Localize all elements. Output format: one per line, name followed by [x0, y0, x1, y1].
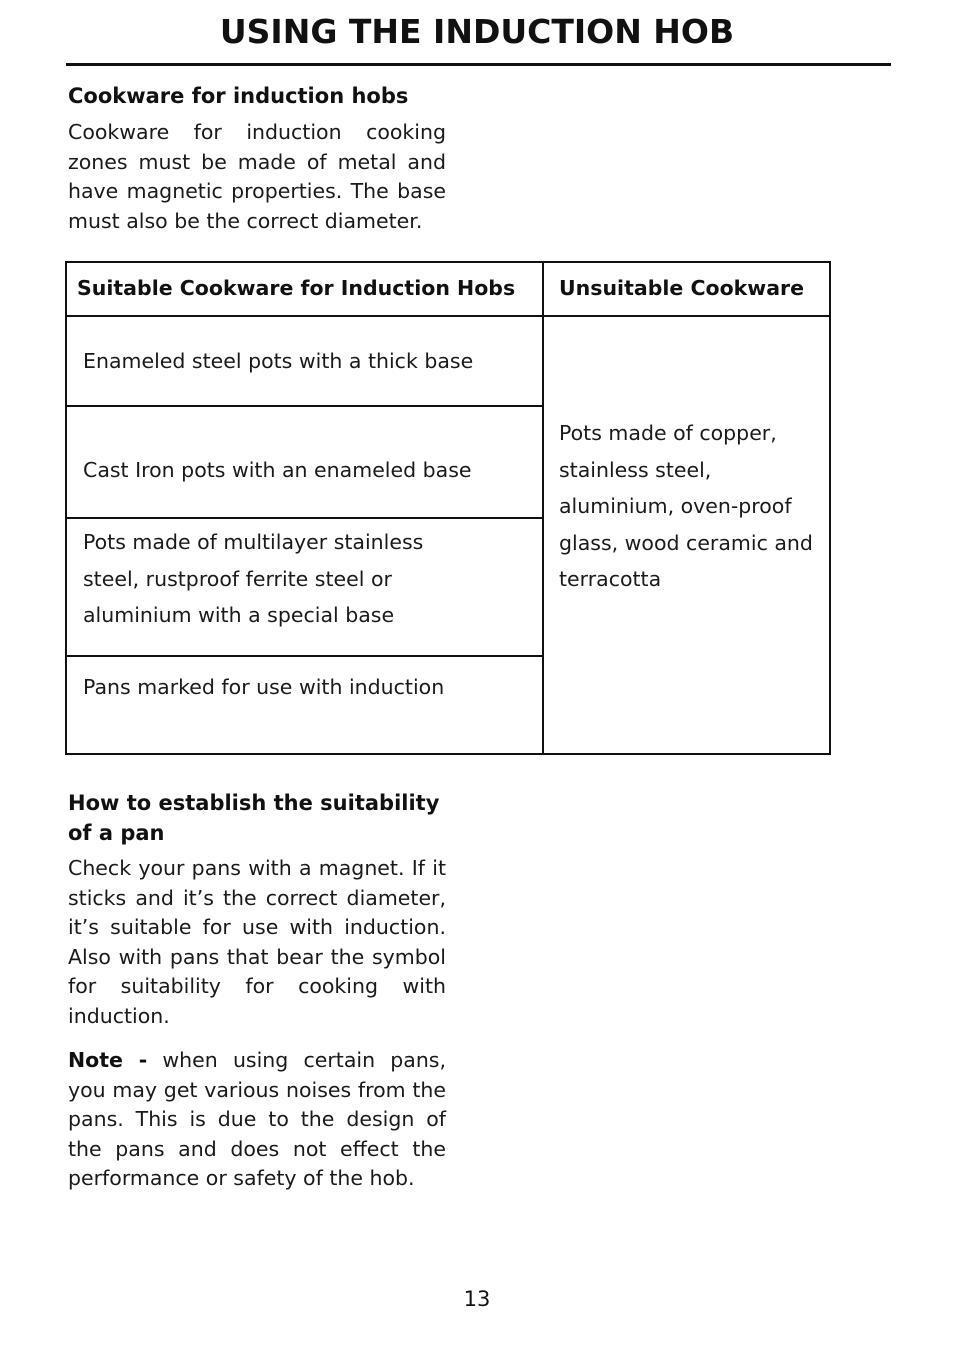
suitability-heading	[68, 788, 439, 848]
page-title: USING THE INDUCTION HOB	[219, 12, 735, 51]
page-number: 13	[463, 1287, 491, 1311]
table-header-unsuitable: Unsuitable Cookware	[559, 276, 805, 300]
table-header-suitable: Suitable Cookware for Induction Hobs	[77, 276, 516, 300]
title-underline	[66, 63, 891, 66]
table-cell-suitable: Pots made of multilayer stainless steel, rustproof ferrite steel or aluminium with a special base	[83, 530, 424, 627]
table-column-divider	[542, 261, 544, 755]
cookware-paragraph: Cookware for induction cooking zones must be made of metal and have magnetic properties. The base must also be the correct diameter.	[68, 120, 446, 233]
cookware-heading: Cookware for induction hobs	[68, 84, 409, 108]
table-header-divider	[65, 315, 831, 317]
suitability-paragraph: Check your pans with a magnet. If it sticks and it’s the correct diameter, it’s suitable for use with induction. Also with pans that bear the symbol for suitability for cooking with induction.	[68, 856, 446, 1028]
suitability-heading-line: How to establish the suitability	[68, 791, 440, 815]
table-cell-unsuitable: Pots made of copper, stainless steel, aluminium, oven-proof glass, wood ceramic and terracotta	[559, 421, 813, 591]
table-border-left	[65, 261, 67, 755]
table-cell-suitable: Pans marked for use with induction	[83, 675, 445, 699]
suitability-heading-line: of a pan	[68, 821, 165, 845]
table-border-top	[65, 261, 831, 263]
table-cell-suitable: Enameled steel pots with a thick base	[83, 349, 474, 373]
table-border-right	[829, 261, 831, 755]
table-row-divider	[65, 405, 543, 407]
note-paragraph	[68, 1046, 446, 1194]
table-row-divider	[65, 655, 543, 657]
table-cell-suitable: Cast Iron pots with an enameled base	[83, 458, 472, 482]
table-border-bottom	[65, 753, 831, 755]
note-label: Note -	[68, 1048, 148, 1072]
note-text: when using certain pans, you may get various noises from the pans. This is due to the design of the pans and does not effect the performance or safety of the hob.	[68, 1048, 447, 1191]
table-row-divider	[65, 517, 543, 519]
